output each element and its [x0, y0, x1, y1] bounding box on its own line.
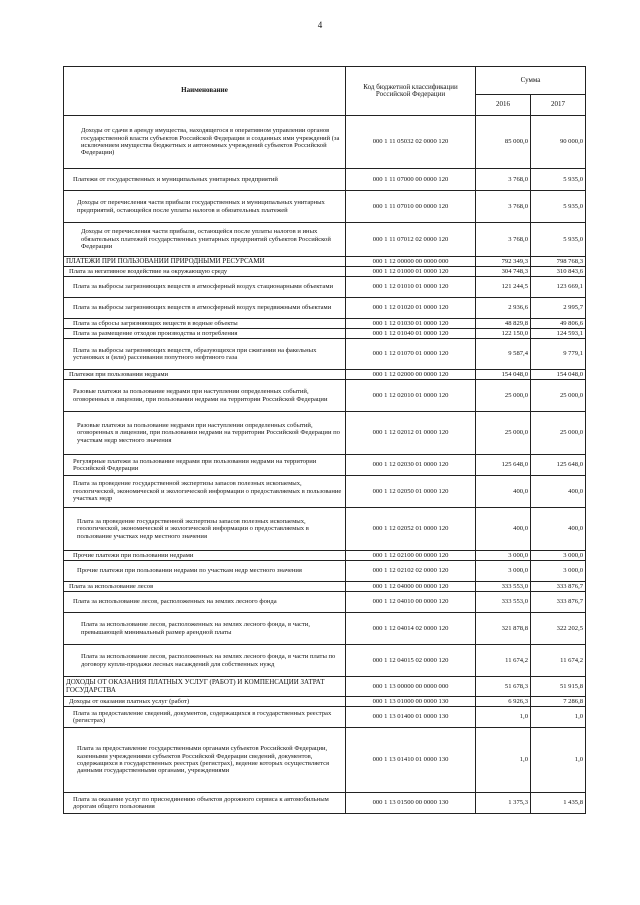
- table-row: [64, 329, 586, 339]
- table-row: [64, 339, 586, 370]
- table-row: [64, 298, 586, 319]
- row-name: Платежи при пользовании недрами: [64, 370, 346, 380]
- row-name: Плата за выбросы загрязняющих веществ в атмосферный воздух стационарными объектами: [64, 277, 346, 298]
- row-value-2016: 1,0: [476, 707, 531, 728]
- row-value-2017: 5 935,0: [531, 169, 586, 191]
- row-code: 000 1 12 04014 02 0000 120: [346, 613, 476, 645]
- table-row: [64, 116, 586, 169]
- row-name: Разовые платежи за пользование недрами при наступлении определенных событий, оговоренных в лицензии, при пользовании недрами на территории Российской Федерации: [64, 380, 346, 412]
- row-value-2017: 11 674,2: [531, 645, 586, 677]
- row-name: Плата за проведение государственной экспертизы запасов полезных ископаемых, геологической, экономической и экологической информации о предоставляемых в пользование участках недр местного значения: [64, 508, 346, 551]
- row-code: 000 1 11 05032 02 0000 120: [346, 116, 476, 169]
- row-value-2017: 51 915,8: [531, 677, 586, 697]
- table-row: [64, 508, 586, 551]
- table-row: [64, 257, 586, 267]
- row-code: 000 1 12 04000 00 0000 120: [346, 582, 476, 592]
- table-row: [64, 277, 586, 298]
- row-value-2016: 154 048,0: [476, 370, 531, 380]
- row-code: 000 1 12 02010 01 0000 120: [346, 380, 476, 412]
- row-code: 000 1 13 01000 00 0000 130: [346, 697, 476, 707]
- table-row: [64, 267, 586, 277]
- row-code: 000 1 12 01020 01 0000 120: [346, 298, 476, 319]
- row-value-2017: 154 048,0: [531, 370, 586, 380]
- row-value-2016: 85 000,0: [476, 116, 531, 169]
- row-code: 000 1 13 00000 00 0000 000: [346, 677, 476, 697]
- row-value-2016: 48 829,8: [476, 319, 531, 329]
- row-code: 000 1 12 02100 00 0000 120: [346, 551, 476, 561]
- row-value-2016: 333 553,0: [476, 582, 531, 592]
- table-row: [64, 793, 586, 814]
- row-value-2016: 6 926,3: [476, 697, 531, 707]
- row-value-2016: 3 000,0: [476, 551, 531, 561]
- row-name: Доходы от сдачи в аренду имущества, находящегося в оперативном управлении органов государственной власти субъектов Российской Федерации и созданных ими учреждений (за исключением имущества бюджетных и автономных учреждений субъектов Российской Федерации): [64, 116, 346, 169]
- row-value-2016: 11 674,2: [476, 645, 531, 677]
- row-value-2017: 798 768,3: [531, 257, 586, 267]
- row-value-2016: 304 748,3: [476, 267, 531, 277]
- row-name: Плата за выбросы загрязняющих веществ, образующихся при сжигании на факельных установках и (или) рассеивании попутного нефтяного газа: [64, 339, 346, 370]
- header-sum: Сумма: [476, 67, 586, 95]
- row-value-2016: 3 768,0: [476, 169, 531, 191]
- row-code: 000 1 12 01040 01 0000 120: [346, 329, 476, 339]
- row-code: 000 1 13 01400 01 0000 130: [346, 707, 476, 728]
- row-value-2017: 2 995,7: [531, 298, 586, 319]
- row-value-2016: 3 768,0: [476, 191, 531, 223]
- table-row: [64, 582, 586, 592]
- row-value-2017: 9 779,1: [531, 339, 586, 370]
- row-value-2016: 9 587,4: [476, 339, 531, 370]
- row-code: 000 1 12 02052 01 0000 120: [346, 508, 476, 551]
- row-value-2016: 1 375,3: [476, 793, 531, 814]
- table-row: [64, 380, 586, 412]
- row-value-2016: 25 000,0: [476, 380, 531, 412]
- row-value-2017: 1 435,8: [531, 793, 586, 814]
- row-code: 000 1 12 02030 01 0000 120: [346, 455, 476, 476]
- table-row: [64, 319, 586, 329]
- row-code: 000 1 12 02012 01 0000 120: [346, 412, 476, 455]
- row-value-2017: 25 000,0: [531, 412, 586, 455]
- row-code: 000 1 11 07012 02 0000 120: [346, 223, 476, 257]
- row-value-2017: 3 000,0: [531, 551, 586, 561]
- row-value-2017: 49 806,6: [531, 319, 586, 329]
- row-name: Плата за использование лесов, расположенных на землях лесного фонда, в части, превышающей минимальный размер арендной платы: [64, 613, 346, 645]
- row-value-2016: 1,0: [476, 728, 531, 793]
- row-name: Прочие платежи при пользовании недрами по участкам недр местного значения: [64, 561, 346, 582]
- header-year-2016: 2016: [476, 95, 531, 116]
- row-value-2017: 5 935,0: [531, 191, 586, 223]
- row-value-2017: 3 000,0: [531, 561, 586, 582]
- row-value-2017: 125 648,0: [531, 455, 586, 476]
- header-year-2017: 2017: [531, 95, 586, 116]
- row-value-2016: 122 150,0: [476, 329, 531, 339]
- table-row: [64, 613, 586, 645]
- row-value-2016: 400,0: [476, 508, 531, 551]
- table-row: [64, 169, 586, 191]
- row-code: 000 1 13 01500 00 0000 130: [346, 793, 476, 814]
- row-code: 000 1 12 00000 00 0000 000: [346, 257, 476, 267]
- table-row: [64, 707, 586, 728]
- row-value-2016: 792 349,3: [476, 257, 531, 267]
- table-row: [64, 645, 586, 677]
- table-row: [64, 592, 586, 613]
- row-value-2017: 7 286,8: [531, 697, 586, 707]
- row-value-2016: 121 244,5: [476, 277, 531, 298]
- row-name: ПЛАТЕЖИ ПРИ ПОЛЬЗОВАНИИ ПРИРОДНЫМИ РЕСУРСАМИ: [64, 257, 346, 267]
- row-name: ДОХОДЫ ОТ ОКАЗАНИЯ ПЛАТНЫХ УСЛУГ (РАБОТ) И КОМПЕНСАЦИИ ЗАТРАТ ГОСУДАРСТВА: [64, 677, 346, 697]
- row-name: Плата за сбросы загрязняющих веществ в водные объекты: [64, 319, 346, 329]
- table-row: [64, 412, 586, 455]
- table-row: [64, 551, 586, 561]
- row-value-2017: 333 876,7: [531, 582, 586, 592]
- row-code: 000 1 12 04010 00 0000 120: [346, 592, 476, 613]
- row-name: Разовые платежи за пользование недрами при наступлении определенных событий, оговоренных в лицензии, при пользовании недрами на территории Российской Федерации по участкам недр местного значения: [64, 412, 346, 455]
- row-name: Доходы от перечисления части прибыли государственных и муниципальных унитарных предприятий, остающейся после уплаты налогов и обязательных платежей: [64, 191, 346, 223]
- row-name: Плата за использование лесов: [64, 582, 346, 592]
- row-code: 000 1 12 01070 01 0000 120: [346, 339, 476, 370]
- row-code: 000 1 13 01410 01 0000 130: [346, 728, 476, 793]
- row-name: Плата за предоставление государственными органами субъектов Российской Федерации, казенными учреждениями субъектов Российской Федерации сведений, документов, содержащихся в государственных реестрах (регистрах), ведение которых осуществляется данными государственными органами, учреждениями: [64, 728, 346, 793]
- table-row: [64, 455, 586, 476]
- table-row: [64, 728, 586, 793]
- row-value-2017: 1,0: [531, 707, 586, 728]
- row-value-2016: 333 553,0: [476, 592, 531, 613]
- row-value-2017: 400,0: [531, 508, 586, 551]
- row-value-2016: 3 000,0: [476, 561, 531, 582]
- budget-income-table: [63, 66, 586, 814]
- row-name: Плата за использование лесов, расположенных на землях лесного фонда: [64, 592, 346, 613]
- row-value-2016: 125 648,0: [476, 455, 531, 476]
- row-value-2016: 321 878,8: [476, 613, 531, 645]
- row-name: Плата за выбросы загрязняющих веществ в атмосферный воздух передвижными объектами: [64, 298, 346, 319]
- row-name: Регулярные платежи за пользование недрами при пользовании недрами на территории Российской Федерации: [64, 455, 346, 476]
- row-code: 000 1 11 07000 00 0000 120: [346, 169, 476, 191]
- table-row: [64, 476, 586, 508]
- row-code: 000 1 12 01010 01 0000 120: [346, 277, 476, 298]
- row-name: Плата за размещение отходов производства и потребления: [64, 329, 346, 339]
- row-value-2017: 322 202,5: [531, 613, 586, 645]
- row-code: 000 1 11 07010 00 0000 120: [346, 191, 476, 223]
- row-value-2017: 333 876,7: [531, 592, 586, 613]
- row-name: Доходы от перечисления части прибыли, остающейся после уплаты налогов и иных обязательных платежей государственных унитарных предприятий субъектов Российской Федерации: [64, 223, 346, 257]
- table-row: [64, 370, 586, 380]
- row-value-2017: 25 000,0: [531, 380, 586, 412]
- row-value-2017: 400,0: [531, 476, 586, 508]
- row-value-2016: 25 000,0: [476, 412, 531, 455]
- row-value-2016: 3 768,0: [476, 223, 531, 257]
- row-name: Доходы от оказания платных услуг (работ): [64, 697, 346, 707]
- row-value-2017: 310 843,6: [531, 267, 586, 277]
- row-code: 000 1 12 01000 01 0000 120: [346, 267, 476, 277]
- row-code: 000 1 12 02050 01 0000 120: [346, 476, 476, 508]
- row-code: 000 1 12 04015 02 0000 120: [346, 645, 476, 677]
- row-value-2016: 2 936,6: [476, 298, 531, 319]
- header-name: Наименование: [64, 67, 346, 116]
- table-row: [64, 561, 586, 582]
- row-name: Плата за предоставление сведений, документов, содержащихся в государственных реестрах (регистрах): [64, 707, 346, 728]
- row-value-2017: 123 669,1: [531, 277, 586, 298]
- table-row: [64, 697, 586, 707]
- row-code: 000 1 12 02000 00 0000 120: [346, 370, 476, 380]
- table-row: [64, 223, 586, 257]
- row-name: Прочие платежи при пользовании недрами: [64, 551, 346, 561]
- row-value-2017: 5 935,0: [531, 223, 586, 257]
- page-number: 4: [317, 20, 323, 30]
- row-value-2016: 51 678,3: [476, 677, 531, 697]
- table-row: [64, 677, 586, 697]
- row-value-2017: 90 000,0: [531, 116, 586, 169]
- row-value-2017: 124 593,1: [531, 329, 586, 339]
- header-code: Код бюджетной классификации Российской Федерации: [346, 67, 476, 116]
- row-value-2016: 400,0: [476, 476, 531, 508]
- row-code: 000 1 12 02102 02 0000 120: [346, 561, 476, 582]
- row-value-2017: 1,0: [531, 728, 586, 793]
- row-name: Платежи от государственных и муниципальных унитарных предприятий: [64, 169, 346, 191]
- row-name: Плата за негативное воздействие на окружающую среду: [64, 267, 346, 277]
- row-name: Плата за оказание услуг по присоединению объектов дорожного сервиса к автомобильным дорогам общего пользования: [64, 793, 346, 814]
- row-name: Плата за проведение государственной экспертизы запасов полезных ископаемых, геологической, экономической и экологической информации о предоставляемых в пользование участках недр: [64, 476, 346, 508]
- row-code: 000 1 12 01030 01 0000 120: [346, 319, 476, 329]
- table-row: [64, 191, 586, 223]
- row-name: Плата за использование лесов, расположенных на землях лесного фонда, в части платы по договору купли-продажи лесных насаждений для собственных нужд: [64, 645, 346, 677]
